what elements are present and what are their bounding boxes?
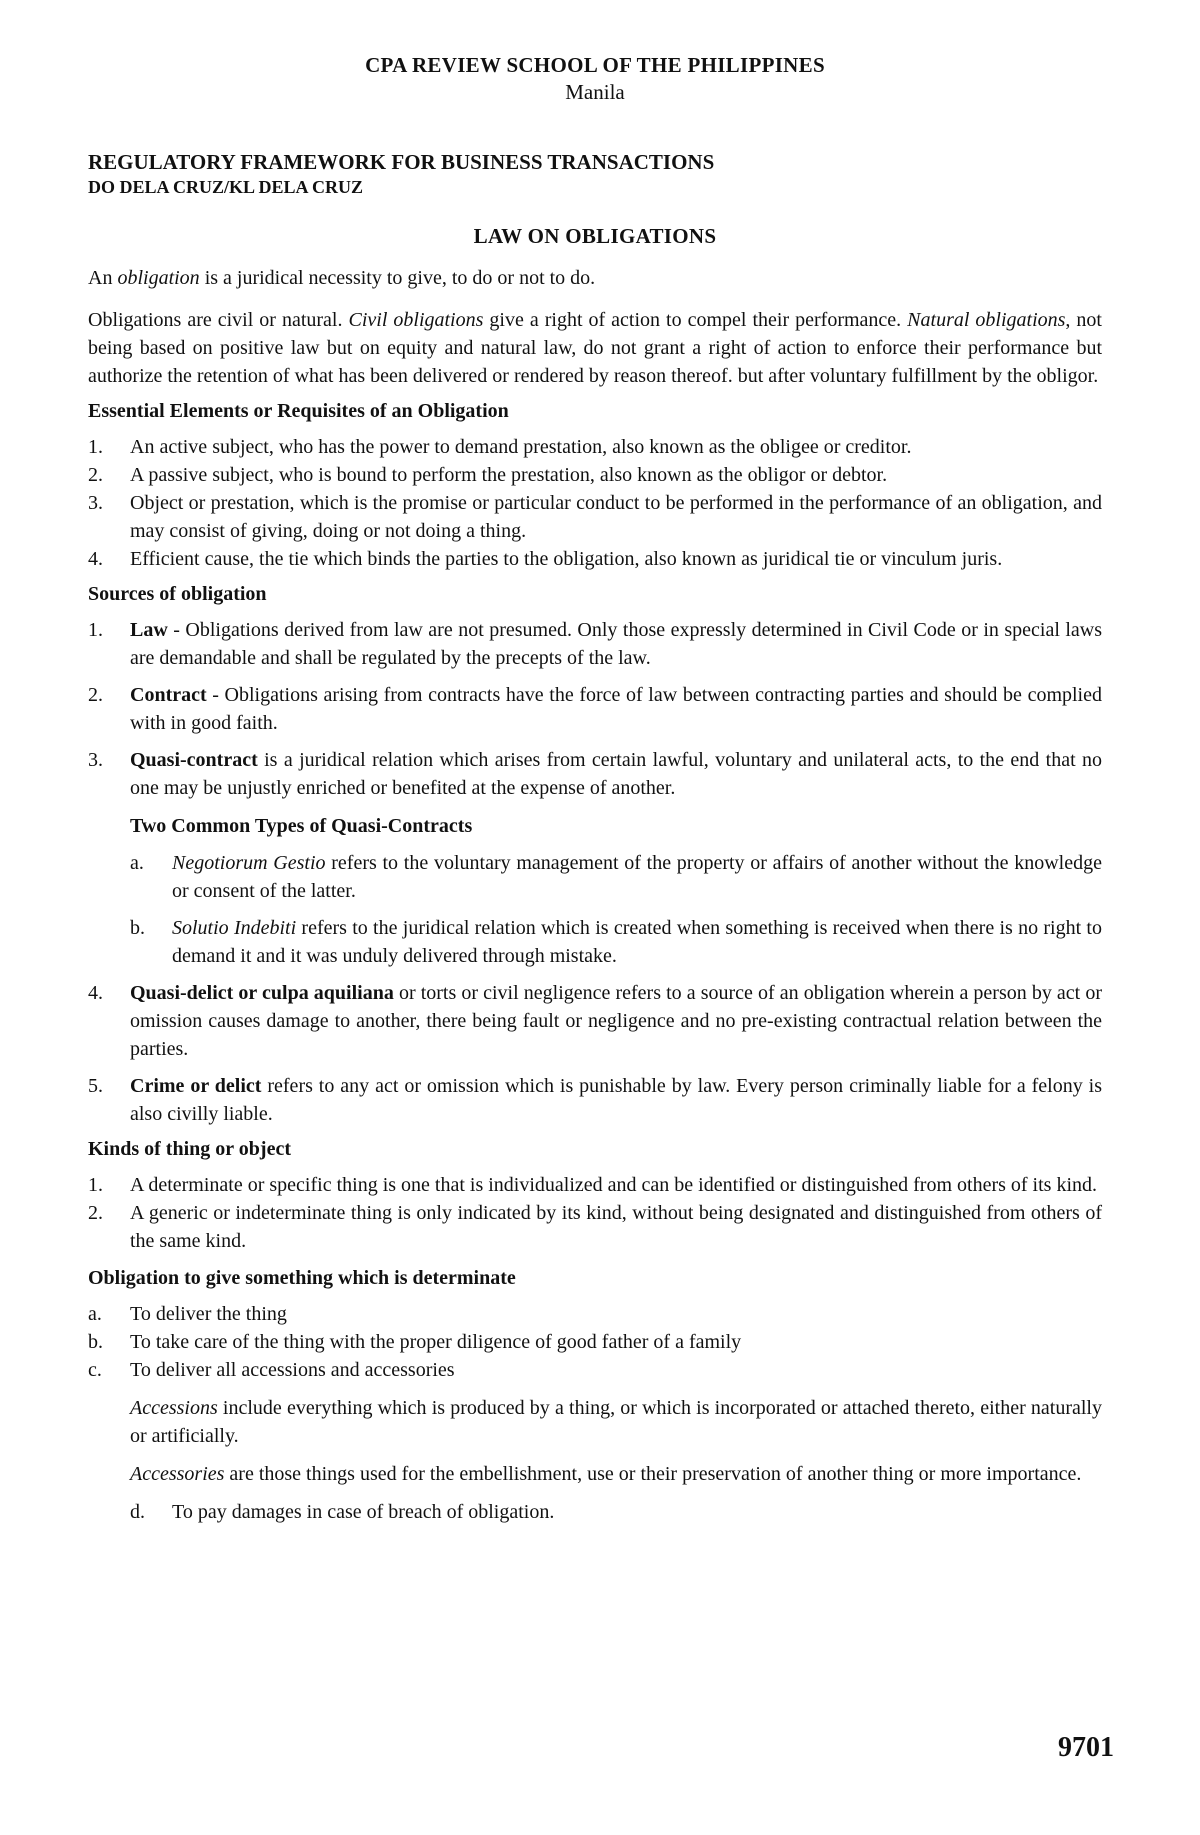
accessions-definition: Accessions include everything which is produced by a thing, or which is incorporated or attached thereto, either naturally or artificially.: [130, 1397, 1102, 1447]
page-title: LAW ON OBLIGATIONS: [473, 224, 717, 248]
obligation-definition: An obligation is a juridical necessity to give, to do or not to do.: [88, 267, 596, 289]
civil-natural-paragraph: Obligations are civil or natural. Civil obligations give a right of action to compel their performance. Natural obligations, not being based on positive law but on equity and natural law, do not grant a right of action to enforce their performance but authorize the retention of what has been delivered or rendered by reason thereof. but after voluntary fulfillment by the obligor.: [88, 309, 1102, 387]
city-name: Manila: [565, 80, 625, 104]
course-title: REGULATORY FRAMEWORK FOR BUSINESS TRANSACTIONS: [88, 150, 715, 174]
list-item: 3. Quasi-contract is a juridical relation which arises from certain lawful, voluntary and unilateral acts, to the end that no one may be unjustly enriched or benefited at the expense of another. Two Common Types of Quasi-Contracts a. Negotiorum Gestio refers to the voluntary management of the property or affairs of another without the knowledge or consent of the latter. b. Solutio Indebiti refers to the juridical relation which is created when something is received when there is no right to demand it and it was unduly delivered through mistake.: [88, 746, 1102, 970]
sources-heading: Sources of obligation: [88, 583, 267, 605]
determinate-heading: Obligation to give something which is determinate: [88, 1267, 516, 1289]
list-item: 1. Law - Obligations derived from law are not presumed. Only those expressly determined in Civil Code or in special laws are demandable and shall be regulated by the precepts of the law.: [88, 619, 1102, 669]
authors-line: DO DELA CRUZ/KL DELA CRUZ: [88, 177, 364, 197]
school-name: CPA REVIEW SCHOOL OF THE PHILIPPINES: [365, 53, 825, 77]
kinds-list: [88, 1171, 1102, 1255]
list-item: 2. A generic or indeterminate thing is only indicated by its kind, without being designated and distinguished from others of the same kind.: [88, 1202, 1102, 1252]
sources-list: [88, 616, 1102, 1128]
list-item: 2. A passive subject, who is bound to perform the prestation, also known as the obligor or debtor.: [88, 464, 888, 486]
document-page: [88, 52, 1102, 1526]
kinds-heading: Kinds of thing or object: [88, 1138, 291, 1160]
list-item: 4. Quasi-delict or culpa aquiliana or torts or civil negligence refers to a source of an obligation wherein a person by act or omission causes damage to another, there being fault or negligence and no pre-existing contractual relation between the parties.: [88, 982, 1102, 1060]
list-item: c. To deliver all accessions and accessories: [88, 1359, 455, 1381]
page-number: 9701: [1058, 1732, 1114, 1763]
list-item: 5. Crime or delict refers to any act or omission which is punishable by law. Every person criminally liable for a felony is also civilly liable.: [88, 1075, 1102, 1125]
list-item: 3. Object or prestation, which is the promise or particular conduct to be performed in the performance of an obligation, and may consist of giving, doing or not doing a thing.: [88, 492, 1102, 542]
list-item: d. To pay damages in case of breach of obligation.: [130, 1501, 555, 1523]
quasi-contract-types-heading: Two Common Types of Quasi-Contracts: [130, 815, 473, 837]
list-item: a. To deliver the thing: [88, 1303, 287, 1325]
essential-elements-list: [88, 433, 1102, 573]
determinate-list: [88, 1300, 1102, 1384]
list-item: a. Negotiorum Gestio refers to the voluntary management of the property or affairs of another without the knowledge or consent of the latter.: [130, 852, 1102, 902]
accessories-definition: Accessories are those things used for the embellishment, use or their preservation of another thing or more importance.: [130, 1463, 1082, 1485]
list-item: b. Solutio Indebiti refers to the juridical relation which is created when something is received when there is no right to demand it and it was unduly delivered through mistake.: [130, 917, 1102, 967]
list-item: 1. An active subject, who has the power to demand prestation, also known as the obligee or creditor.: [88, 436, 912, 458]
list-item: 2. Contract - Obligations arising from contracts have the force of law between contracting parties and should be complied with in good faith.: [88, 684, 1102, 734]
essential-elements-heading: Essential Elements or Requisites of an Obligation: [88, 400, 509, 422]
list-item: 1. A determinate or specific thing is one that is individualized and can be identified or distinguished from others of its kind.: [88, 1174, 1098, 1196]
list-item: b. To take care of the thing with the proper diligence of good father of a family: [88, 1331, 742, 1353]
list-item: 4. Efficient cause, the tie which binds the parties to the obligation, also known as juridical tie or vinculum juris.: [88, 548, 1003, 570]
